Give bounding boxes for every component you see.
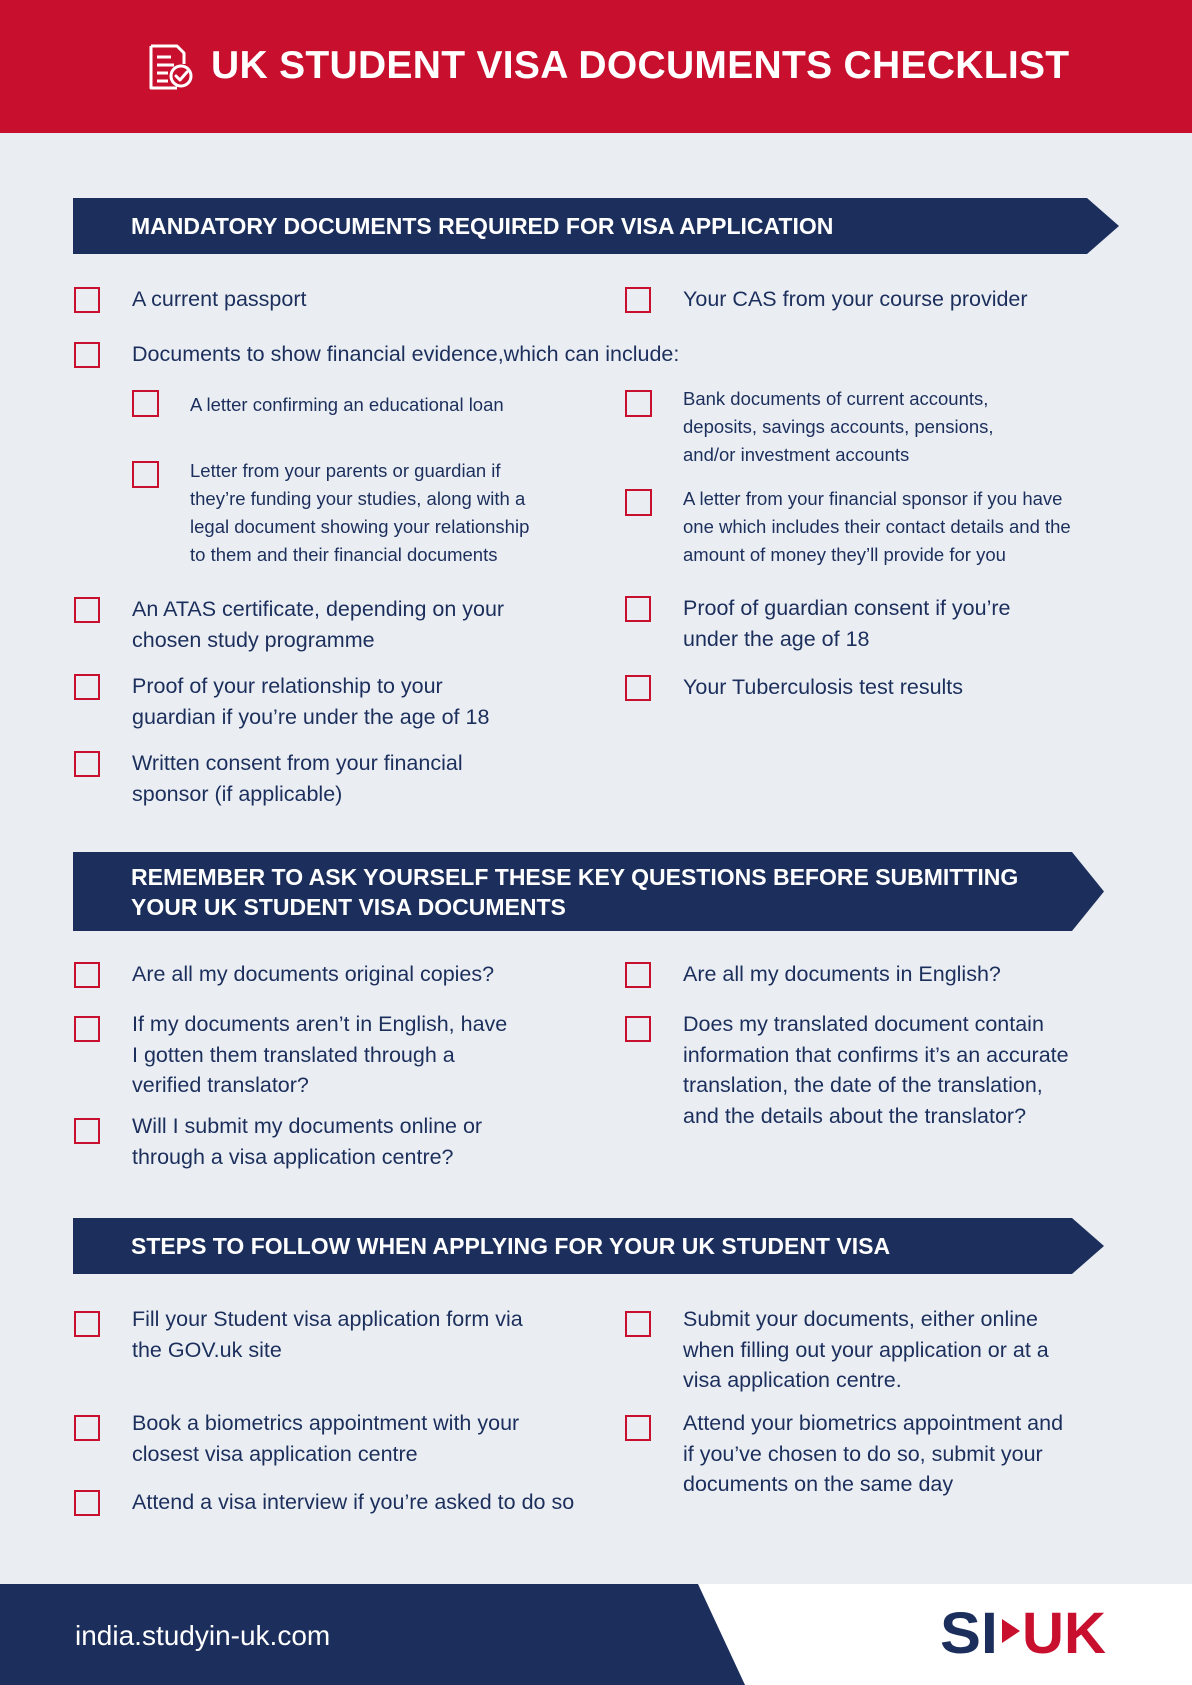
checkbox[interactable] (74, 342, 100, 368)
section-heading-line: MANDATORY DOCUMENTS REQUIRED FOR VISA APPLICATION (131, 213, 834, 239)
item-text (683, 1009, 1069, 1131)
checkbox[interactable] (625, 390, 652, 417)
section-heading (131, 862, 1018, 922)
item-text-line: legal document showing your relationship (190, 516, 530, 537)
item-text (683, 1408, 1063, 1500)
checkbox[interactable] (625, 287, 651, 313)
checkbox[interactable] (625, 962, 651, 988)
checkbox[interactable] (625, 675, 651, 701)
item-text-line: If my documents aren’t in English, have (132, 1012, 508, 1036)
item-text (683, 1304, 1049, 1396)
checkbox[interactable] (74, 1118, 100, 1144)
item-text (132, 1111, 482, 1172)
item-text-line: Fill your Student visa application form via (132, 1307, 523, 1331)
item-text-line: to them and their financial documents (190, 544, 498, 565)
section-heading (131, 211, 833, 241)
item-text-line: information that confirms it’s an accurate (683, 1042, 1069, 1067)
footer-website-link[interactable]: india.studyin-uk.com (75, 1620, 331, 1651)
section-heading-line: REMEMBER TO ASK YOURSELF THESE KEY QUESTIONS BEFORE SUBMITTING (131, 864, 1019, 890)
item-text (132, 748, 463, 809)
item-text-line: translation, the date of the translation, (683, 1073, 1043, 1097)
item-text (132, 671, 489, 732)
item-text-line: Your CAS from your course provider (683, 287, 1028, 311)
item-text (683, 385, 994, 469)
item-text-line: A current passport (132, 287, 307, 311)
section-banner-mandatory (73, 198, 1119, 254)
checkbox[interactable] (74, 597, 100, 623)
checkbox[interactable] (74, 674, 100, 700)
item-text-line: A letter from your financial sponsor if you have (683, 488, 1063, 509)
item-text-line: if you’ve chosen to do so, submit your (683, 1441, 1043, 1466)
item-text-line: verified translator? (132, 1073, 309, 1097)
item-text (132, 594, 504, 655)
checkbox[interactable] (625, 1311, 651, 1337)
item-text-line: Written consent from your financial (132, 751, 463, 775)
checkbox[interactable] (74, 1415, 100, 1441)
item-text-line: the GOV.uk site (132, 1337, 282, 1362)
item-text-line: An ATAS certificate, depending on your (132, 597, 505, 621)
item-text-line: Attend your biometrics appointment and (683, 1411, 1064, 1435)
item-text-line: I gotten them translated through a (132, 1042, 455, 1067)
item-text (683, 959, 1001, 990)
section-banner-steps (73, 1218, 1104, 1274)
item-text (683, 672, 963, 703)
item-text (190, 457, 529, 569)
item-text-line: and/or investment accounts (683, 444, 910, 465)
item-text-line: when filling out your application or at a (683, 1337, 1049, 1362)
item-text-line: documents on the same day (683, 1472, 954, 1496)
checkbox[interactable] (74, 1311, 100, 1337)
item-text-line: through a visa application centre? (132, 1144, 454, 1169)
item-text (190, 391, 504, 419)
item-text-line: they’re funding your studies, along with a (190, 488, 526, 509)
checkbox[interactable] (625, 1415, 651, 1441)
item-text (132, 1304, 523, 1365)
item-text-line: sponsor (if applicable) (132, 781, 343, 806)
checkbox[interactable] (74, 287, 100, 313)
item-text-line: Does my translated document contain (683, 1012, 1044, 1036)
svg-text:UK: UK (1022, 1601, 1106, 1659)
item-text-line: Will I submit my documents online or (132, 1114, 483, 1138)
section-heading-line: STEPS TO FOLLOW WHEN APPLYING FOR YOUR UK STUDENT VISA (131, 1233, 891, 1259)
section-banner-key-questions (73, 852, 1104, 931)
checkbox[interactable] (625, 489, 652, 516)
item-text (132, 339, 679, 370)
checkbox[interactable] (74, 1490, 100, 1516)
item-text-line: Documents to show financial evidence,which can include: (132, 342, 680, 366)
page-title: UK STUDENT VISA DOCUMENTS CHECKLIST (211, 44, 1070, 87)
item-text (132, 284, 306, 315)
checkbox[interactable] (625, 596, 651, 622)
section-heading-line: YOUR UK STUDENT VISA DOCUMENTS (131, 894, 566, 920)
item-text-line: under the age of 18 (683, 626, 870, 651)
checkbox[interactable] (625, 1016, 651, 1042)
item-text (132, 959, 494, 990)
checklist-document-icon (147, 42, 193, 92)
checkbox[interactable] (132, 390, 159, 417)
item-text-line: Are all my documents in English? (683, 962, 1001, 986)
item-text (683, 485, 1071, 569)
item-text-line: visa application centre. (683, 1368, 902, 1392)
header-bar (0, 0, 1192, 133)
item-text-line: Letter from your parents or guardian if (190, 460, 501, 481)
item-text-line: deposits, savings accounts, pensions, (683, 416, 994, 437)
item-text (683, 593, 1010, 654)
section-heading (131, 1231, 890, 1261)
item-text-line: Submit your documents, either online (683, 1307, 1038, 1331)
item-text (132, 1408, 519, 1469)
item-text-line: guardian if you’re under the age of 18 (132, 704, 490, 729)
item-text-line: Your Tuberculosis test results (683, 675, 964, 699)
svg-text:SI: SI (940, 1601, 998, 1659)
item-text-line: chosen study programme (132, 627, 375, 652)
checkbox[interactable] (132, 461, 159, 488)
checkbox[interactable] (74, 962, 100, 988)
item-text (132, 1487, 574, 1518)
si-uk-logo (940, 1601, 1106, 1659)
item-text-line: Attend a visa interview if you’re asked to do so (132, 1490, 575, 1514)
checkbox[interactable] (74, 1016, 100, 1042)
item-text (132, 1009, 507, 1101)
item-text-line: Are all my documents original copies? (132, 962, 495, 986)
item-text-line: amount of money they’ll provide for you (683, 544, 1006, 565)
item-text-line: Book a biometrics appointment with your (132, 1411, 520, 1435)
checkbox[interactable] (74, 751, 100, 777)
item-text-line: and the details about the translator? (683, 1103, 1027, 1128)
item-text (683, 284, 1028, 315)
item-text-line: Bank documents of current accounts, (683, 388, 989, 409)
item-text-line: Proof of guardian consent if you’re (683, 596, 1011, 620)
item-text-line: Proof of your relationship to your (132, 674, 443, 698)
item-text-line: closest visa application centre (132, 1441, 418, 1466)
item-text-line: one which includes their contact details and the (683, 516, 1071, 537)
item-text-line: A letter confirming an educational loan (190, 394, 504, 415)
